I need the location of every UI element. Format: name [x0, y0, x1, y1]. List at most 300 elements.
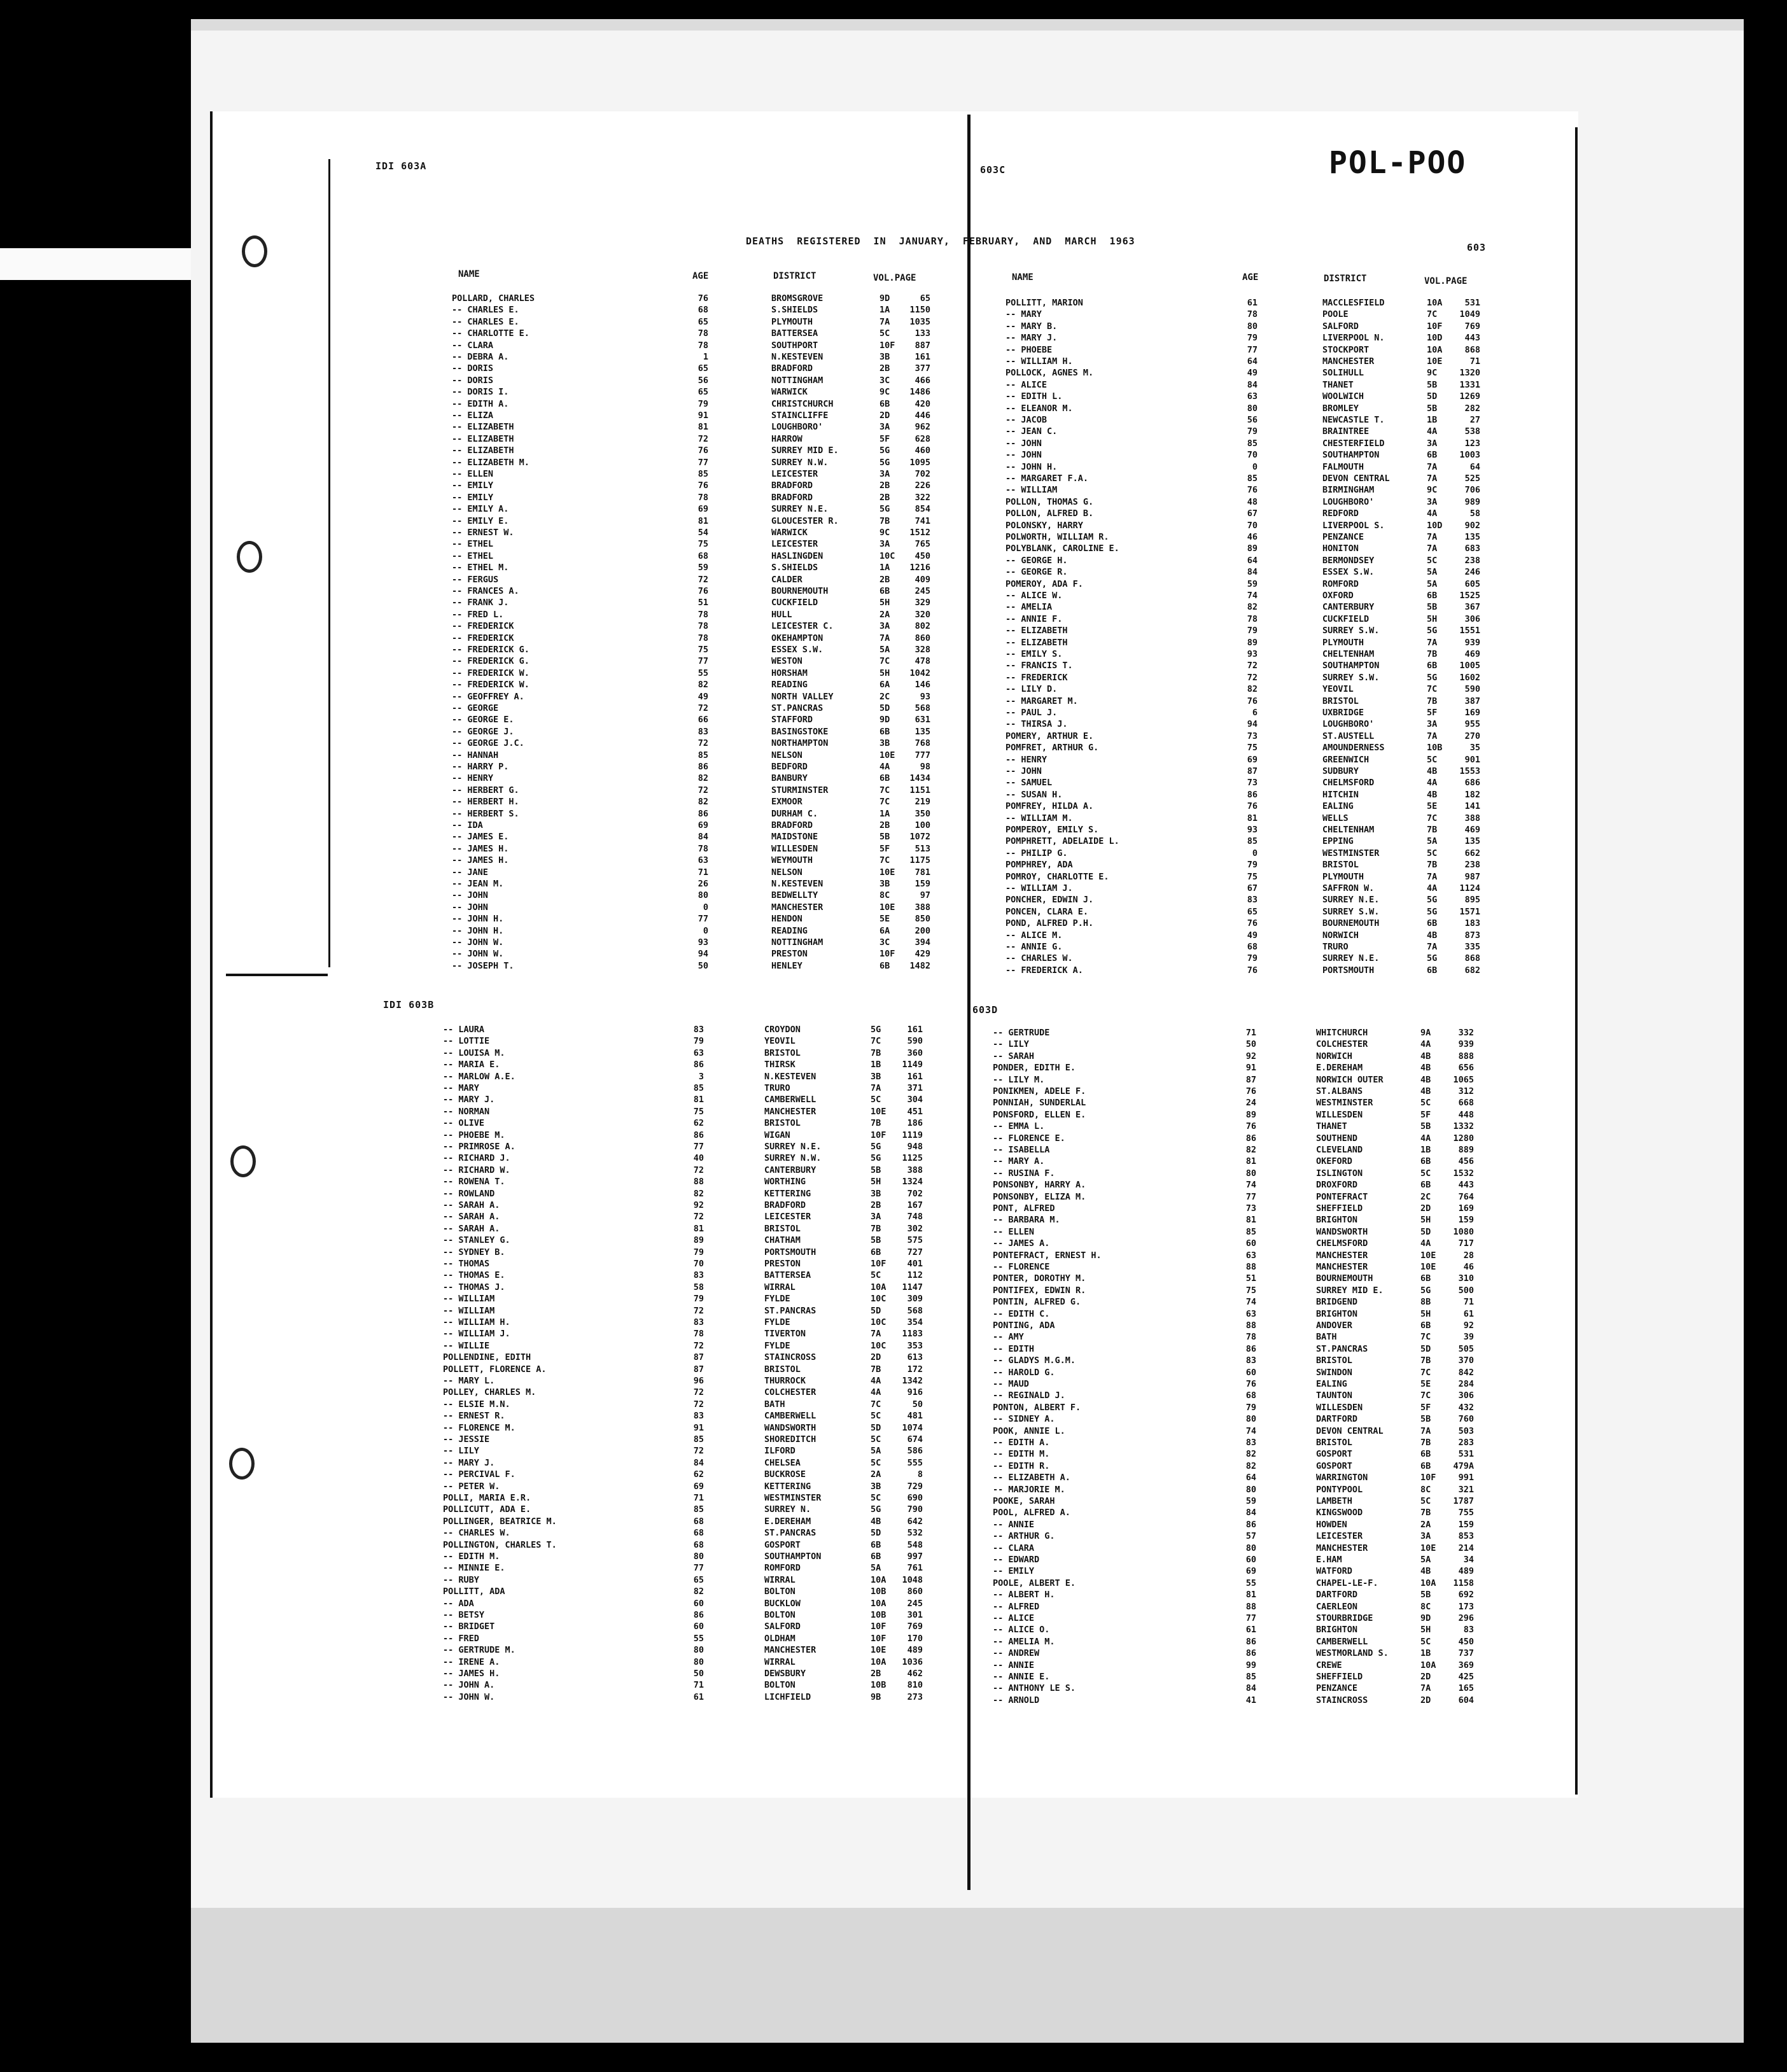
entry-age: 75 — [1245, 1285, 1256, 1296]
entry-age: 59 — [697, 563, 708, 573]
entry-age: 83 — [693, 1025, 704, 1035]
entry-name: -- ERNEST R. — [443, 1411, 505, 1422]
entry-age: 68 — [693, 1539, 704, 1550]
entry-page: 479A — [1453, 1460, 1474, 1471]
entry-district: YEOVIL — [764, 1036, 795, 1047]
entry-district: GOSPORT — [1316, 1449, 1352, 1460]
entry-name: -- DORIS — [452, 363, 494, 374]
entry-age: 70 — [1247, 450, 1258, 461]
entry-volume: 7B — [1420, 1355, 1431, 1366]
entry-page: 1147 — [902, 1282, 923, 1292]
entry-name: -- ELEANOR M. — [1006, 403, 1073, 414]
entry-district: N.KESTEVEN — [771, 879, 823, 889]
entry-volume: 10F — [871, 1259, 886, 1269]
ref-bottom-mid: 603D — [972, 1004, 999, 1016]
entry-page: 769 — [907, 1621, 923, 1632]
entry-age: 65 — [697, 316, 708, 327]
entry-page: 284 — [1458, 1379, 1474, 1389]
entry-page: 902 — [1464, 520, 1480, 531]
entry-page: 682 — [1464, 965, 1480, 976]
entry-name: -- ANNIE E. — [993, 1672, 1050, 1682]
entry-age: 74 — [1247, 591, 1258, 601]
entry-age: 85 — [697, 750, 708, 760]
entry-name: -- RICHARD W. — [443, 1165, 510, 1175]
entry-age: 87 — [693, 1352, 704, 1363]
entry-district: KETTERING — [764, 1481, 811, 1492]
entry-age: 86 — [693, 1130, 704, 1140]
entry-page: 683 — [1464, 543, 1480, 554]
entry-name: PONIKMEN, ADELE F. — [993, 1086, 1086, 1096]
entry-name: PONDER, EDITH E. — [993, 1063, 1076, 1074]
entry-page: 161 — [915, 352, 930, 362]
entry-district: STAFFORD — [771, 715, 813, 725]
entry-volume: 7B — [1420, 1438, 1431, 1448]
entry-page: 282 — [1464, 403, 1480, 414]
entry-volume: 4A — [1427, 883, 1438, 893]
entry-district: BRISTOL — [1322, 860, 1359, 871]
entry-age: 61 — [693, 1691, 704, 1702]
entry-page: 161 — [907, 1071, 923, 1082]
entry-name: -- BETSY — [443, 1610, 485, 1620]
entry-district: CAMBERWELL — [764, 1411, 816, 1422]
entry-district: ST.PANCRAS — [1316, 1343, 1368, 1354]
entry-name: -- MARY L. — [443, 1376, 495, 1386]
entry-age: 72 — [693, 1340, 704, 1351]
entry-name: -- FLORENCE E. — [993, 1133, 1065, 1144]
entry-name: -- REGINALD J. — [993, 1390, 1065, 1401]
entry-name: -- SARAH A. — [443, 1212, 500, 1222]
entry-district: BUCKROSE — [764, 1469, 806, 1480]
entry-volume: 1B — [1420, 1648, 1431, 1659]
entry-age: 76 — [1247, 485, 1258, 496]
entry-name: -- GEORGE J.C. — [452, 738, 524, 749]
entry-name: POMFREY, HILDA A. — [1006, 801, 1094, 812]
entry-district: E.DEREHAM — [1316, 1063, 1363, 1074]
entry-district: BRIGHTON — [1316, 1625, 1358, 1635]
entry-page: 686 — [1464, 778, 1480, 788]
entry-volume: 2D — [1420, 1672, 1431, 1682]
entry-page: 765 — [915, 539, 930, 550]
entry-district: HITCHIN — [1322, 789, 1359, 800]
entry-age: 93 — [1247, 649, 1258, 659]
entry-age: 83 — [693, 1411, 704, 1422]
entry-age: 80 — [1247, 403, 1258, 414]
entry-name: -- THIRSA J. — [1006, 719, 1068, 730]
entry-page: 901 — [1464, 754, 1480, 765]
entry-age: 64 — [1247, 555, 1258, 566]
entry-page: 301 — [907, 1610, 923, 1620]
entry-page: 304 — [907, 1095, 923, 1105]
entry-volume: 1B — [871, 1060, 881, 1070]
entry-age: 72 — [693, 1399, 704, 1410]
ref-top-mid: 603C — [980, 164, 1006, 176]
entry-volume: 8C — [1420, 1484, 1431, 1495]
entry-district: STAINCROSS — [1316, 1695, 1368, 1705]
entry-age: 69 — [1245, 1566, 1256, 1577]
entry-district: BOURNEMOUTH — [771, 586, 829, 596]
entry-name: -- MARY J. — [1006, 333, 1058, 344]
entry-age: 24 — [1245, 1098, 1256, 1109]
entry-age: 82 — [1247, 602, 1258, 613]
entry-volume: 2D — [1420, 1695, 1431, 1705]
entry-page: 706 — [1464, 485, 1480, 496]
entry-page: 159 — [1458, 1519, 1474, 1530]
entry-name: -- JOHN — [1006, 766, 1042, 776]
entry-page: 668 — [1458, 1098, 1474, 1109]
entry-page: 1525 — [1459, 591, 1480, 601]
entry-volume: 5G — [871, 1025, 881, 1035]
entry-district: OKEHAMPTON — [771, 633, 823, 643]
entry-district: BRISTOL — [764, 1047, 801, 1058]
entry-name: POLYBLANK, CAROLINE E. — [1006, 543, 1119, 554]
entry-district: BERMONDSEY — [1322, 555, 1375, 566]
entry-name: -- DORIS — [452, 375, 494, 386]
entry-volume: 7A — [879, 316, 890, 327]
entry-age: 79 — [1247, 860, 1258, 871]
entry-page: 135 — [1464, 836, 1480, 847]
entry-volume: 4A — [879, 762, 890, 772]
entry-volume: 10B — [871, 1610, 886, 1620]
entry-volume: 10B — [1427, 743, 1443, 753]
entry-name: -- SARAH A. — [443, 1200, 500, 1210]
entry-district: BOURNEMOUTH — [1322, 918, 1380, 929]
entry-page: 1216 — [909, 563, 930, 573]
entry-page: 387 — [1464, 696, 1480, 706]
entry-age: 72 — [693, 1165, 704, 1175]
entry-volume: 6B — [879, 398, 890, 409]
entry-page: 371 — [907, 1083, 923, 1093]
entry-volume: 5D — [879, 703, 890, 713]
entry-page: 65 — [920, 293, 930, 304]
entry-volume: 7A — [1427, 473, 1438, 484]
entry-district: SURREY S.W. — [1322, 626, 1380, 636]
entry-district: NELSON — [771, 750, 802, 760]
entry-age: 74 — [1245, 1297, 1256, 1308]
entry-district: NORWICH — [1322, 930, 1359, 941]
entry-page: 245 — [915, 586, 930, 596]
entry-volume: 7C — [1427, 684, 1438, 695]
entry-name: -- JESSIE — [443, 1434, 490, 1445]
entry-page: 46 — [1463, 1262, 1474, 1272]
entry-district: BASINGSTOKE — [771, 726, 829, 737]
entry-page: 489 — [907, 1645, 923, 1656]
entry-volume: 4A — [871, 1376, 881, 1386]
entry-page: 369 — [1458, 1660, 1474, 1670]
entry-volume: 3A — [1420, 1531, 1431, 1542]
entry-page: 367 — [1464, 602, 1480, 613]
entry-age: 85 — [693, 1504, 704, 1515]
entry-age: 92 — [693, 1200, 704, 1210]
entry-age: 81 — [697, 422, 708, 433]
entry-name: POLLEY, CHARLES M. — [443, 1387, 536, 1398]
entry-volume: 5H — [1427, 613, 1438, 624]
entry-name: -- FREDERICK G. — [452, 645, 529, 655]
entry-volume: 5A — [1427, 578, 1438, 589]
entry-district: FALMOUTH — [1322, 461, 1364, 472]
entry-volume: 5E — [1427, 801, 1438, 812]
entry-page: 1332 — [1453, 1121, 1474, 1132]
entry-page: 98 — [920, 762, 930, 772]
entry-age: 69 — [697, 820, 708, 830]
entry-district: BUCKLOW — [764, 1598, 801, 1609]
entry-district: CUCKFIELD — [1322, 613, 1370, 624]
entry-district: STOCKPORT — [1322, 344, 1370, 355]
entry-page: 466 — [915, 375, 930, 386]
entry-volume: 5H — [1420, 1308, 1431, 1319]
entry-district: CHELMSFORD — [1322, 778, 1375, 788]
entry-volume: 5F — [1420, 1402, 1431, 1413]
entry-age: 83 — [693, 1270, 704, 1281]
entry-page: 1787 — [1453, 1496, 1474, 1506]
entry-name: -- WILLIAM H. — [1006, 356, 1073, 367]
entry-age: 83 — [1247, 895, 1258, 906]
entry-page: 27 — [1469, 415, 1480, 425]
entry-volume: 10F — [879, 340, 895, 351]
entry-age: 40 — [693, 1153, 704, 1164]
entry-name: -- WILLIAM J. — [1006, 883, 1073, 893]
entry-age: 1 — [703, 352, 708, 362]
entry-name: -- EMILY — [452, 480, 494, 491]
entry-age: 85 — [693, 1083, 704, 1093]
entry-page: 810 — [907, 1680, 923, 1691]
entry-district: CAERLEON — [1316, 1601, 1358, 1612]
entry-district: HONITON — [1322, 543, 1359, 554]
entry-volume: 2D — [879, 410, 890, 421]
entry-district: LIVERPOOL S. — [1322, 520, 1385, 531]
entry-volume: 5G — [1427, 626, 1438, 636]
entry-name: -- ARTHUR G. — [993, 1531, 1055, 1542]
entry-age: 80 — [693, 1656, 704, 1667]
entry-age: 26 — [697, 879, 708, 889]
entry-age: 50 — [693, 1669, 704, 1679]
entry-volume: 6B — [871, 1539, 881, 1550]
entry-age: 75 — [693, 1106, 704, 1117]
entry-age: 86 — [1245, 1343, 1256, 1354]
entry-volume: 7B — [879, 515, 890, 526]
entry-age: 56 — [697, 375, 708, 386]
entry-district: WESTMINSTER — [1316, 1098, 1373, 1109]
entry-volume: 10C — [871, 1340, 886, 1351]
entry-volume: 4A — [1427, 778, 1438, 788]
entry-volume: 10E — [879, 867, 895, 878]
entry-volume: 7B — [1427, 696, 1438, 706]
entry-page: 312 — [1458, 1086, 1474, 1096]
entry-volume: 5G — [1427, 672, 1438, 683]
entry-age: 56 — [1247, 415, 1258, 425]
entry-age: 76 — [1247, 696, 1258, 706]
entry-name: -- IRENE A. — [443, 1656, 500, 1667]
entry-name: -- FREDERICK A. — [1006, 965, 1083, 976]
entry-volume: 6B — [1420, 1273, 1431, 1284]
entry-age: 84 — [697, 832, 708, 843]
entry-page: 1124 — [1459, 883, 1480, 893]
entry-page: 332 — [1458, 1028, 1474, 1038]
entry-name: -- MARY — [1006, 309, 1042, 320]
entry-volume: 4B — [871, 1516, 881, 1527]
entry-page: 28 — [1463, 1250, 1474, 1261]
entry-volume: 10C — [871, 1317, 886, 1327]
entry-name: -- EMILY E. — [452, 515, 509, 526]
divider-quadrant-left — [328, 159, 330, 967]
entry-page: 1532 — [1453, 1168, 1474, 1179]
entry-age: 80 — [1245, 1168, 1256, 1179]
entry-page: 200 — [915, 925, 930, 936]
entry-volume: 4A — [1420, 1039, 1431, 1050]
entry-name: -- EDWARD — [993, 1555, 1040, 1565]
entry-volume: 10E — [871, 1645, 886, 1656]
entry-district: THURROCK — [764, 1376, 806, 1386]
entry-age: 80 — [1245, 1543, 1256, 1553]
entry-name: PONCEN, CLARA E. — [1006, 906, 1089, 917]
entry-page: 270 — [1464, 731, 1480, 741]
entry-page: 93 — [920, 691, 930, 702]
entry-volume: 5C — [871, 1270, 881, 1281]
entry-volume: 7B — [1427, 649, 1438, 659]
entry-volume: 4A — [871, 1387, 881, 1398]
entry-age: 82 — [697, 797, 708, 808]
entry-district: WESTMORLAND S. — [1316, 1648, 1389, 1659]
entry-age: 85 — [1245, 1226, 1256, 1237]
entry-page: 214 — [1458, 1543, 1474, 1553]
entry-page: 590 — [1464, 684, 1480, 695]
entry-age: 50 — [1245, 1039, 1256, 1050]
entry-age: 82 — [693, 1188, 704, 1199]
entry-volume: 7C — [1427, 813, 1438, 823]
entry-volume: 6B — [1420, 1320, 1431, 1331]
entry-page: 628 — [915, 433, 930, 444]
entry-page: 889 — [1458, 1145, 1474, 1155]
entry-age: 88 — [1245, 1601, 1256, 1612]
entry-volume: 10F — [871, 1633, 886, 1644]
ref-top-left: IDI 603A — [375, 160, 427, 172]
entry-volume: 9D — [879, 715, 890, 725]
entry-name: -- ROWENA T. — [443, 1177, 505, 1187]
entry-page: 939 — [1464, 637, 1480, 648]
entry-name: -- SUSAN H. — [1006, 789, 1063, 800]
entry-district: ISLINGTON — [1316, 1168, 1363, 1179]
entry-district: BEDWELLTY — [771, 890, 818, 901]
entry-district: ST.PANCRAS — [764, 1528, 816, 1539]
entry-age: 78 — [697, 621, 708, 632]
entry-district: PONTYPOOL — [1316, 1484, 1363, 1495]
entry-district: DEWSBURY — [764, 1669, 806, 1679]
entry-volume: 7C — [879, 785, 890, 795]
entry-page: 802 — [915, 621, 930, 632]
entry-name: -- HERBERT G. — [452, 785, 519, 795]
entry-name: -- OLIVE — [443, 1118, 485, 1129]
entry-name: -- ELIZABETH — [452, 422, 514, 433]
entry-name: -- EMILY S. — [1006, 649, 1063, 659]
entry-district: MANCHESTER — [1316, 1262, 1368, 1272]
entry-district: S.SHIELDS — [771, 305, 818, 316]
entry-volume: 4B — [1427, 930, 1438, 941]
entry-volume: 5B — [1420, 1414, 1431, 1425]
entry-age: 69 — [693, 1481, 704, 1492]
entry-volume: 7A — [1427, 731, 1438, 741]
entry-volume: 1B — [1427, 415, 1438, 425]
entry-page: 123 — [1464, 438, 1480, 449]
entry-name: -- GEORGE J. — [452, 726, 514, 737]
entry-district: BRADFORD — [771, 492, 813, 503]
panel-603c — [1006, 272, 1515, 985]
entry-district: OKEFORD — [1316, 1156, 1352, 1167]
entry-district: HOWDEN — [1316, 1519, 1347, 1530]
entry-volume: 10A — [871, 1598, 886, 1609]
entry-page: 50 — [912, 1399, 923, 1410]
entry-district: REDFORD — [1322, 508, 1359, 519]
entry-volume: 6B — [879, 773, 890, 784]
entry-district: HENDON — [771, 914, 802, 925]
entry-name: -- JOHN W. — [452, 949, 504, 960]
entry-name: -- JOHN — [452, 890, 488, 901]
entry-volume: 3A — [1427, 438, 1438, 449]
entry-age: 64 — [1245, 1473, 1256, 1483]
entry-page: 642 — [907, 1516, 923, 1527]
range-title: POL-POO — [1329, 145, 1467, 181]
entry-volume: 6B — [1420, 1460, 1431, 1471]
entry-page: 1486 — [909, 387, 930, 398]
entry-name: -- ALICE — [993, 1613, 1035, 1623]
entry-page: 939 — [1458, 1039, 1474, 1050]
entry-district: N.KESTEVEN — [771, 352, 823, 362]
entry-district: SOUTHAMPTON — [764, 1551, 822, 1562]
entry-age: 72 — [693, 1212, 704, 1222]
entry-volume: 7C — [871, 1036, 881, 1047]
entry-volume: 10F — [871, 1130, 886, 1140]
entry-district: SURREY N.W. — [764, 1153, 822, 1164]
entry-name: -- AMELIA M. — [993, 1636, 1055, 1647]
entry-age: 0 — [1252, 848, 1258, 858]
entry-name: POLLON, THOMAS G. — [1006, 496, 1094, 507]
entry-volume: 5C — [871, 1493, 881, 1503]
entry-page: 432 — [1458, 1402, 1474, 1413]
entry-district: SOUTHAMPTON — [1322, 661, 1380, 671]
entry-name: -- MARY J. — [443, 1457, 495, 1468]
entry-page: 895 — [1464, 895, 1480, 906]
entry-age: 81 — [1245, 1590, 1256, 1600]
entry-age: 78 — [697, 340, 708, 351]
entry-district: COLCHESTER — [764, 1387, 816, 1398]
entry-page: 460 — [915, 445, 930, 456]
entry-name: -- EMMA L. — [993, 1121, 1045, 1132]
entry-volume: 4A — [1420, 1133, 1431, 1144]
entry-page: 717 — [1458, 1238, 1474, 1249]
entry-name: -- JOHN — [1006, 438, 1042, 449]
entry-volume: 5D — [871, 1422, 881, 1433]
entry-age: 86 — [1245, 1133, 1256, 1144]
entry-age: 66 — [697, 715, 708, 725]
entry-name: -- ALFRED — [993, 1601, 1040, 1612]
entry-district: BATTERSEA — [764, 1270, 811, 1281]
entry-age: 81 — [1245, 1215, 1256, 1226]
entry-age: 82 — [1245, 1460, 1256, 1471]
entry-age: 80 — [693, 1551, 704, 1562]
entry-name: -- MINNIE E. — [443, 1563, 505, 1574]
entry-age: 85 — [1247, 836, 1258, 847]
entry-page: 842 — [1458, 1367, 1474, 1378]
entry-page: 306 — [1464, 613, 1480, 624]
entry-name: PONTER, DOROTHY M. — [993, 1273, 1086, 1284]
entry-district: SURREY N.E. — [1322, 953, 1380, 964]
entry-page: 741 — [915, 515, 930, 526]
entry-district: BRISTOL — [1316, 1355, 1352, 1366]
entry-page: 531 — [1458, 1449, 1474, 1460]
entry-district: NOTTINGHAM — [771, 375, 823, 386]
entry-age: 77 — [1247, 344, 1258, 355]
entry-name: -- JOHN H. — [452, 914, 504, 925]
entry-district: BRISTOL — [764, 1364, 801, 1375]
entry-page: 1074 — [902, 1422, 923, 1433]
